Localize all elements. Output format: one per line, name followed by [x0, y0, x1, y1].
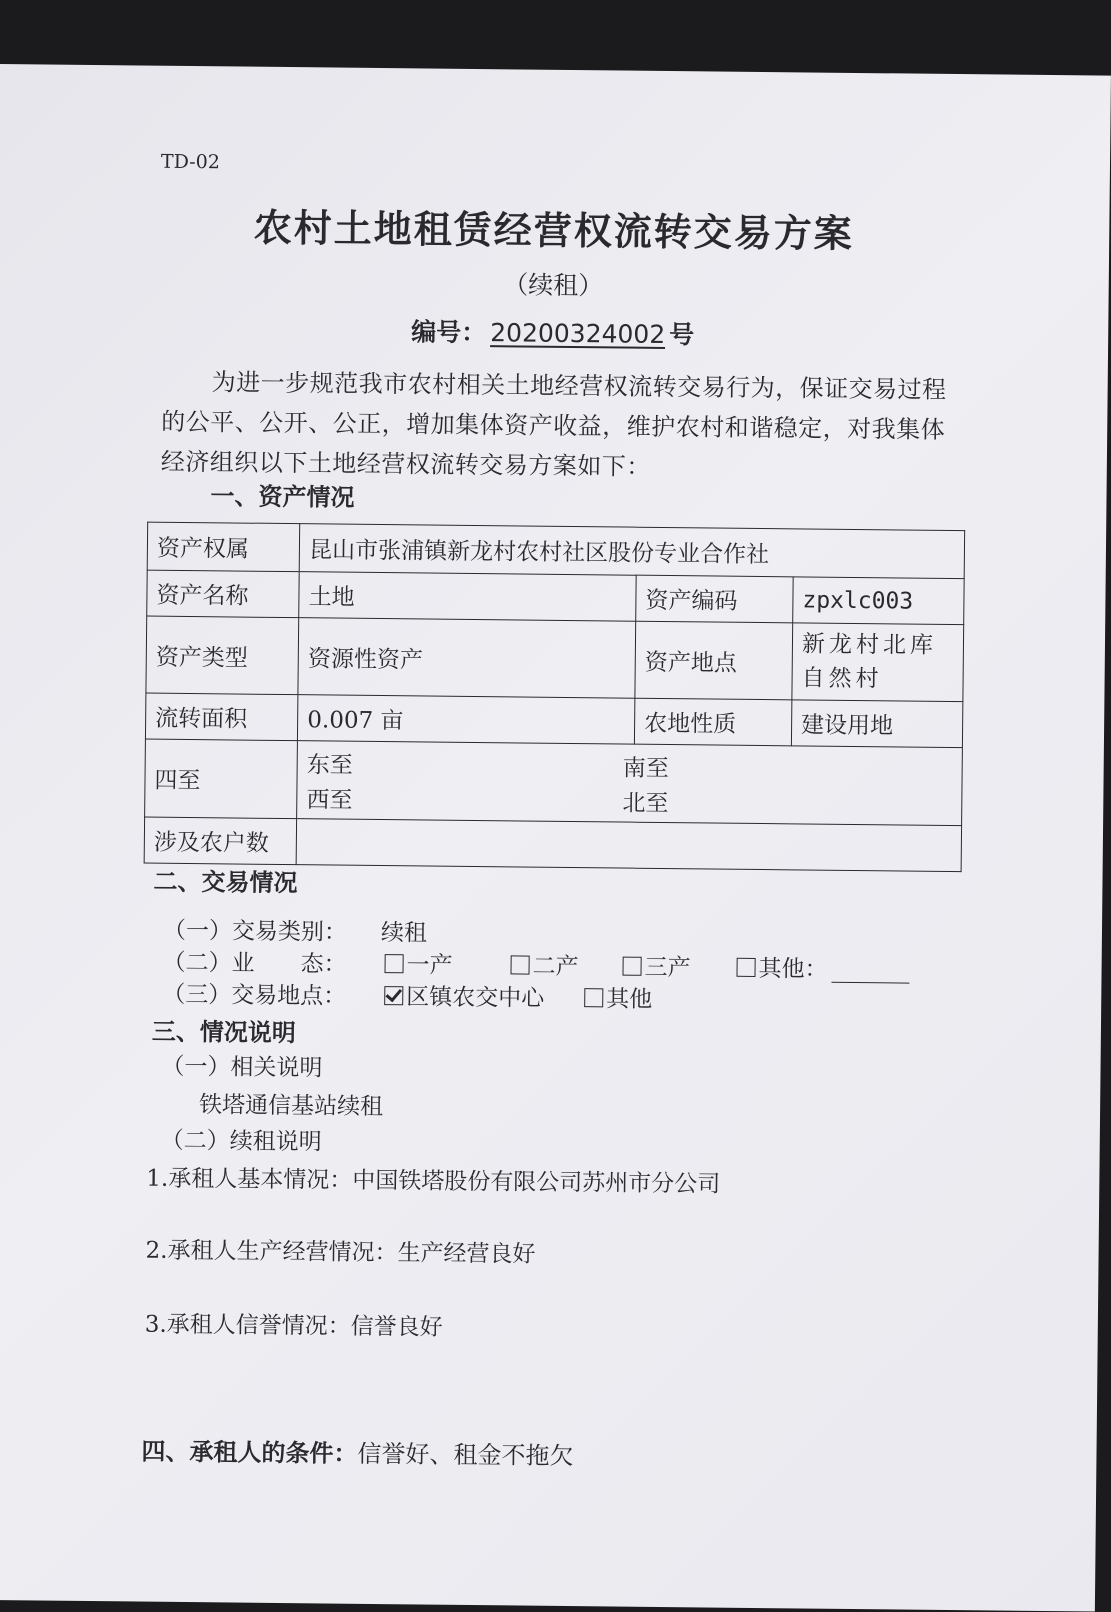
option-secondary-label: 二产	[532, 953, 579, 981]
land-nature-label: 农地性质	[634, 698, 791, 746]
related-notes-text: 铁塔通信基站续租	[198, 1092, 384, 1121]
section2-heading: 二、交易情况	[153, 867, 298, 898]
option-primary[interactable]	[384, 946, 452, 980]
related-notes-label: （一）相关说明	[161, 1053, 323, 1082]
option-location-other[interactable]	[584, 980, 652, 1014]
land-nature-value: 建设用地	[791, 700, 962, 748]
asset-table	[144, 522, 966, 873]
category-label: （一）交易类别：	[162, 917, 348, 946]
ownership-label: 资产权属	[147, 522, 300, 572]
bounds-label: 四至	[145, 739, 298, 819]
checkbox-township-center[interactable]	[384, 986, 403, 1005]
bound-west: 西至	[306, 786, 353, 814]
bounds-value	[297, 741, 963, 826]
business-label: （二）业 态：	[162, 949, 347, 978]
location-row	[162, 976, 942, 1016]
bound-north: 北至	[622, 790, 669, 817]
checkbox-primary[interactable]	[385, 954, 404, 973]
table-row	[146, 616, 964, 702]
document-page	[0, 64, 1111, 1612]
category-value: 续租	[380, 920, 428, 947]
asset-name-label: 资产名称	[147, 570, 300, 618]
number-suffix: 号	[669, 320, 695, 350]
number-value: 20200324002	[490, 318, 666, 349]
asset-code-label: 资产编码	[636, 575, 793, 623]
document-number	[0, 308, 1108, 356]
option-other-label: 其他：	[758, 955, 828, 983]
option-other[interactable]	[736, 950, 909, 985]
option-township-center[interactable]	[384, 978, 544, 1013]
option-location-other-label: 其他	[606, 986, 653, 1013]
asset-location-label: 资产地点	[635, 621, 793, 700]
ownership-value: 昆山市张浦镇新龙村农村社区股份专业合作社	[299, 524, 964, 579]
area-label: 流转面积	[145, 693, 298, 741]
document-subtitle: （续租）	[503, 270, 604, 301]
checkbox-secondary[interactable]	[510, 955, 529, 974]
checkbox-location-other[interactable]	[584, 988, 603, 1007]
lessee-credit-info: 3.承租人信誉情况：信誉良好	[144, 1311, 443, 1341]
lessee-conditions	[141, 1432, 573, 1472]
option-tertiary-label: 三产	[644, 954, 691, 982]
checkbox-tertiary[interactable]	[622, 957, 641, 976]
area-value: 0.007 亩	[298, 695, 635, 745]
asset-type-label: 资产类型	[146, 616, 299, 695]
asset-code-value: zpxlc003	[793, 577, 964, 625]
intro-paragraph: 为进一步规范我市农村相关土地经营权流转交易行为，保证交易过程的公平、公开、公正，增加集体资产收益，维护农村和谐稳定，对我集体经济组织以下土地经营权流转交易方案如下：	[160, 368, 947, 481]
households-label: 涉及农户数	[144, 817, 297, 865]
table-row	[147, 522, 964, 579]
section4-text: 信誉好、租金不拖欠	[357, 1439, 574, 1471]
option-secondary[interactable]	[510, 947, 578, 981]
section4-heading: 四、承租人的条件：	[141, 1437, 358, 1468]
number-label: 编号：	[411, 317, 487, 348]
bound-south: 南至	[622, 755, 669, 782]
form-code: TD-02	[160, 150, 220, 174]
lessee-operation-info: 2.承租人生产经营情况：生产经营良好	[145, 1237, 536, 1268]
asset-name-value: 土地	[299, 572, 636, 622]
table-row	[145, 739, 963, 826]
bound-east: 东至	[306, 751, 354, 779]
renewal-notes-label: （二）续租说明	[160, 1127, 322, 1156]
households-value	[296, 819, 961, 872]
section3-heading: 三、情况说明	[151, 1017, 297, 1048]
location-label: （三）交易地点：	[162, 981, 347, 1010]
checkbox-other[interactable]	[736, 958, 755, 977]
option-township-center-label: 区镇农交中心	[406, 984, 545, 1012]
option-tertiary[interactable]	[622, 949, 690, 983]
asset-location-value: 新龙村北库自然村	[792, 623, 964, 702]
section1-heading: 一、资产情况	[210, 482, 355, 512]
option-primary-label: 一产	[406, 952, 453, 979]
asset-type-value: 资源性资产	[298, 618, 636, 699]
document-title: 农村土地租赁经营权流转交易方案	[253, 205, 854, 256]
lessee-basic-info: 1.承租人基本情况：中国铁塔股份有限公司苏州市分公司	[146, 1165, 721, 1198]
